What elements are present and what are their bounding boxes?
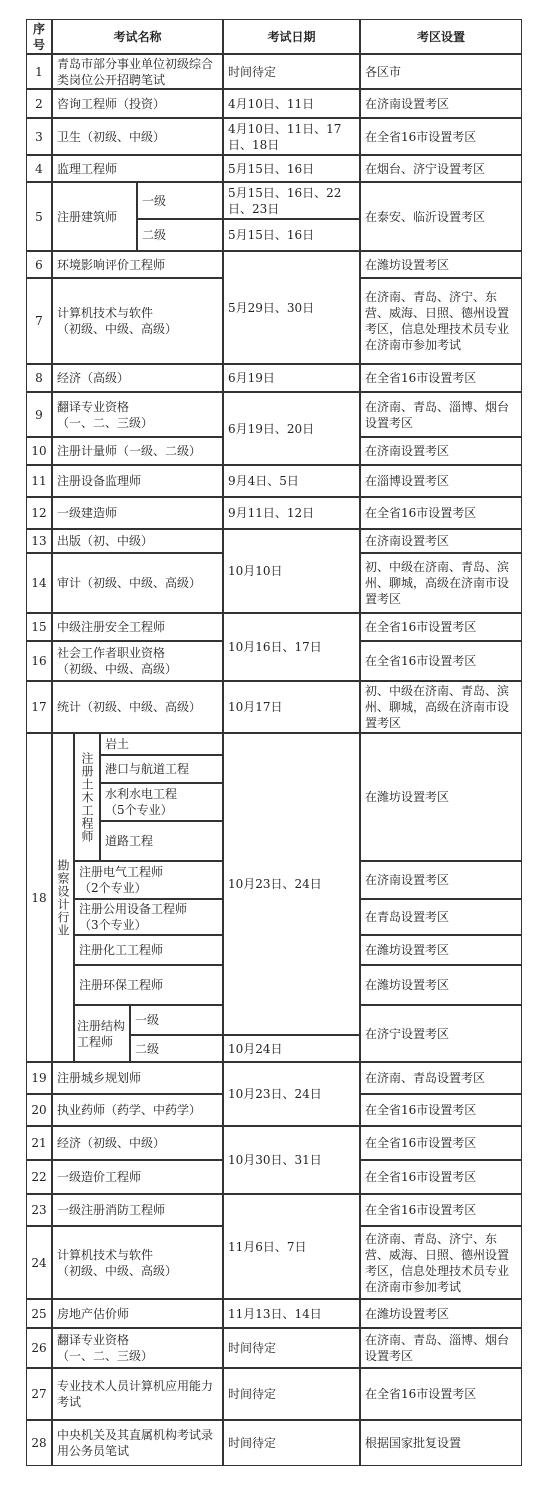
exam-name: 执业药师（药学、中药学） (52, 1094, 223, 1126)
level-2: 二级 (137, 219, 223, 251)
row-num: 26 (26, 1328, 52, 1368)
exam-area: 在全省16市设置考区 (360, 1094, 522, 1126)
exam-area: 在全省16市设置考区 (360, 1160, 522, 1194)
exam-name: 监理工程师 (52, 155, 223, 182)
row-num: 3 (26, 118, 52, 155)
header-num: 序号 (26, 19, 52, 54)
exam-name: 房地产估价师 (52, 1299, 223, 1328)
exam-date: 时间待定 (223, 54, 360, 89)
exam-date: 4月10日、11日 (223, 89, 360, 118)
row-num: 27 (26, 1368, 52, 1420)
sub-road: 道路工程 (100, 821, 223, 861)
exam-date: 5月15日、16日 (223, 155, 360, 182)
exam-name: 计算机技术与软件 （初级、中级、高级） (52, 1226, 223, 1299)
exam-area: 在济南、青岛、济宁、东营、威海、日照、德州设置考区，信息处理技术员专业在济南市参加考试 (360, 1226, 522, 1299)
group-label (52, 733, 74, 1062)
exam-name: 咨询工程师（投资） (52, 89, 223, 118)
exam-area: 在济南、青岛、淄博、烟台设置考区 (360, 1328, 522, 1368)
exam-area: 在潍坊设置考区 (360, 733, 522, 861)
row-num: 8 (26, 364, 52, 392)
row-num: 4 (26, 155, 52, 182)
exam-date: 9月4日、5日 (223, 465, 360, 497)
exam-area: 在潍坊设置考区 (360, 251, 522, 278)
exam-name: 注册建筑师 (52, 182, 137, 251)
exam-date: 5月15日、16日 (223, 219, 360, 251)
exam-name: 注册计量师（一级、二级） (52, 437, 223, 465)
exam-name: 一级建造师 (52, 497, 223, 529)
exam-name: 翻译专业资格 （一、二、三级） (52, 392, 223, 437)
structural-engineer: 注册结构工程师 (74, 1005, 130, 1062)
exam-name: 审计（初级、中级、高级） (52, 553, 223, 613)
exam-date: 10月24日 (223, 1035, 360, 1062)
row-num: 23 (26, 1194, 52, 1226)
civil-engineer-label (74, 733, 100, 861)
exam-name: 注册城乡规划师 (52, 1062, 223, 1094)
exam-name: 注册设备监理师 (52, 465, 223, 497)
header-date: 考试日期 (223, 19, 360, 54)
exam-area: 在潍坊设置考区 (360, 935, 522, 965)
row-num: 7 (26, 278, 52, 364)
environmental-engineer: 注册环保工程师 (74, 965, 223, 1005)
exam-area: 在全省16市设置考区 (360, 1368, 522, 1420)
exam-name: 经济（高级） (52, 364, 223, 392)
row-num: 25 (26, 1299, 52, 1328)
exam-area: 在济南设置考区 (360, 89, 522, 118)
exam-area: 在淄博设置考区 (360, 465, 522, 497)
exam-area: 在全省16市设置考区 (360, 118, 522, 155)
exam-area: 在济南、青岛、济宁、东营、威海、日照、德州设置考区，信息处理技术员专业在济南市参加考试 (360, 278, 522, 364)
exam-date: 10月23日、24日 (223, 1062, 360, 1126)
exam-area: 在济南、青岛、淄博、烟台设置考区 (360, 392, 522, 437)
exam-date: 时间待定 (223, 1368, 360, 1420)
exam-name: 出版（初、中级） (52, 529, 223, 553)
row-num: 11 (26, 465, 52, 497)
exam-name: 一级注册消防工程师 (52, 1194, 223, 1226)
exam-area: 在全省16市设置考区 (360, 641, 522, 681)
exam-date: 6月19日、20日 (223, 392, 360, 465)
sub-port: 港口与航道工程 (100, 755, 223, 783)
sub-rock-soil: 岩土 (100, 733, 223, 755)
sub-hydro: 水利水电工程 （5个专业） (100, 783, 223, 821)
row-num: 14 (26, 553, 52, 613)
level-1: 一级 (137, 182, 223, 219)
row-num: 15 (26, 613, 52, 641)
row-num: 18 (26, 733, 52, 1062)
exam-date: 时间待定 (223, 1420, 360, 1466)
row-num: 13 (26, 529, 52, 553)
exam-area: 在全省16市设置考区 (360, 1194, 522, 1226)
exam-name: 一级造价工程师 (52, 1160, 223, 1194)
exam-date: 6月19日 (223, 364, 360, 392)
row-num: 21 (26, 1126, 52, 1160)
row-num: 22 (26, 1160, 52, 1194)
exam-area: 在全省16市设置考区 (360, 364, 522, 392)
exam-area: 在泰安、临沂设置考区 (360, 182, 522, 251)
exam-area: 在烟台、济宁设置考区 (360, 155, 522, 182)
exam-area: 在济南设置考区 (360, 861, 522, 899)
exam-area: 在全省16市设置考区 (360, 613, 522, 641)
exam-area: 各区市 (360, 54, 522, 89)
exam-area: 在全省16市设置考区 (360, 1126, 522, 1160)
exam-name: 卫生（初级、中级） (52, 118, 223, 155)
exam-name: 统计（初级、中级、高级） (52, 681, 223, 733)
row-num: 28 (26, 1420, 52, 1466)
exam-area: 在潍坊设置考区 (360, 965, 522, 1005)
row-num: 19 (26, 1062, 52, 1094)
exam-name: 中央机关及其直属机构考试录用公务员笔试 (52, 1420, 223, 1466)
exam-area: 初、中级在济南、青岛、滨州、聊城，高级在济南市设置考区 (360, 681, 522, 733)
row-num: 10 (26, 437, 52, 465)
row-num: 5 (26, 182, 52, 251)
exam-date: 5月15日、16日、22日、23日 (223, 182, 360, 219)
exam-name: 社会工作者职业资格 （初级、中级、高级） (52, 641, 223, 681)
struct-level-2: 二级 (130, 1035, 223, 1062)
row-num: 1 (26, 54, 52, 89)
exam-date: 11月13日、14日 (223, 1299, 360, 1328)
header-name: 考试名称 (52, 19, 223, 54)
row-num: 6 (26, 251, 52, 278)
exam-name: 青岛市部分事业单位初级综合类岗位公开招聘笔试 (52, 54, 223, 89)
exam-name: 环境影响评价工程师 (52, 251, 223, 278)
row-num: 16 (26, 641, 52, 681)
exam-date: 10月30日、31日 (223, 1126, 360, 1194)
chemical-engineer: 注册化工工程师 (74, 935, 223, 965)
electrical-engineer: 注册电气工程师 （2个专业） (74, 861, 223, 899)
exam-date: 时间待定 (223, 1328, 360, 1368)
exam-name: 专业技术人员计算机应用能力考试 (52, 1368, 223, 1420)
struct-level-1: 一级 (130, 1005, 223, 1035)
exam-date: 10月17日 (223, 681, 360, 733)
exam-name: 计算机技术与软件 （初级、中级、高级） (52, 278, 223, 364)
exam-area: 在潍坊设置考区 (360, 1299, 522, 1328)
exam-area: 在济宁设置考区 (360, 1005, 522, 1062)
row-num: 24 (26, 1226, 52, 1299)
exam-date: 4月10日、11日、17日、18日 (223, 118, 360, 155)
exam-name: 翻译专业资格 （一、二、三级） (52, 1328, 223, 1368)
exam-date: 9月11日、12日 (223, 497, 360, 529)
exam-date: 5月29日、30日 (223, 251, 360, 364)
exam-date: 10月10日 (223, 529, 360, 613)
row-num: 20 (26, 1094, 52, 1126)
exam-name: 经济（初级、中级） (52, 1126, 223, 1160)
exam-area: 初、中级在济南、青岛、滨州、聊城，高级在济南市设置考区 (360, 553, 522, 613)
exam-area: 根据国家批复设置 (360, 1420, 522, 1466)
exam-area: 在青岛设置考区 (360, 899, 522, 935)
row-num: 17 (26, 681, 52, 733)
row-num: 9 (26, 392, 52, 437)
exam-area: 在济南、青岛设置考区 (360, 1062, 522, 1094)
exam-date: 10月16日、17日 (223, 613, 360, 681)
utility-engineer: 注册公用设备工程师 （3个专业） (74, 899, 223, 935)
row-num: 12 (26, 497, 52, 529)
exam-date: 11月6日、7日 (223, 1194, 360, 1299)
header-area: 考区设置 (360, 19, 522, 54)
exam-area: 在济南设置考区 (360, 529, 522, 553)
exam-area: 在济南设置考区 (360, 437, 522, 465)
exam-area: 在全省16市设置考区 (360, 497, 522, 529)
exam-date: 10月23日、24日 (223, 733, 360, 1035)
civil-engineer-text: 注册土木工程师 (80, 751, 94, 843)
group-label-text: 勘察设计行业 (56, 858, 70, 937)
exam-name: 中级注册安全工程师 (52, 613, 223, 641)
row-num: 2 (26, 89, 52, 118)
